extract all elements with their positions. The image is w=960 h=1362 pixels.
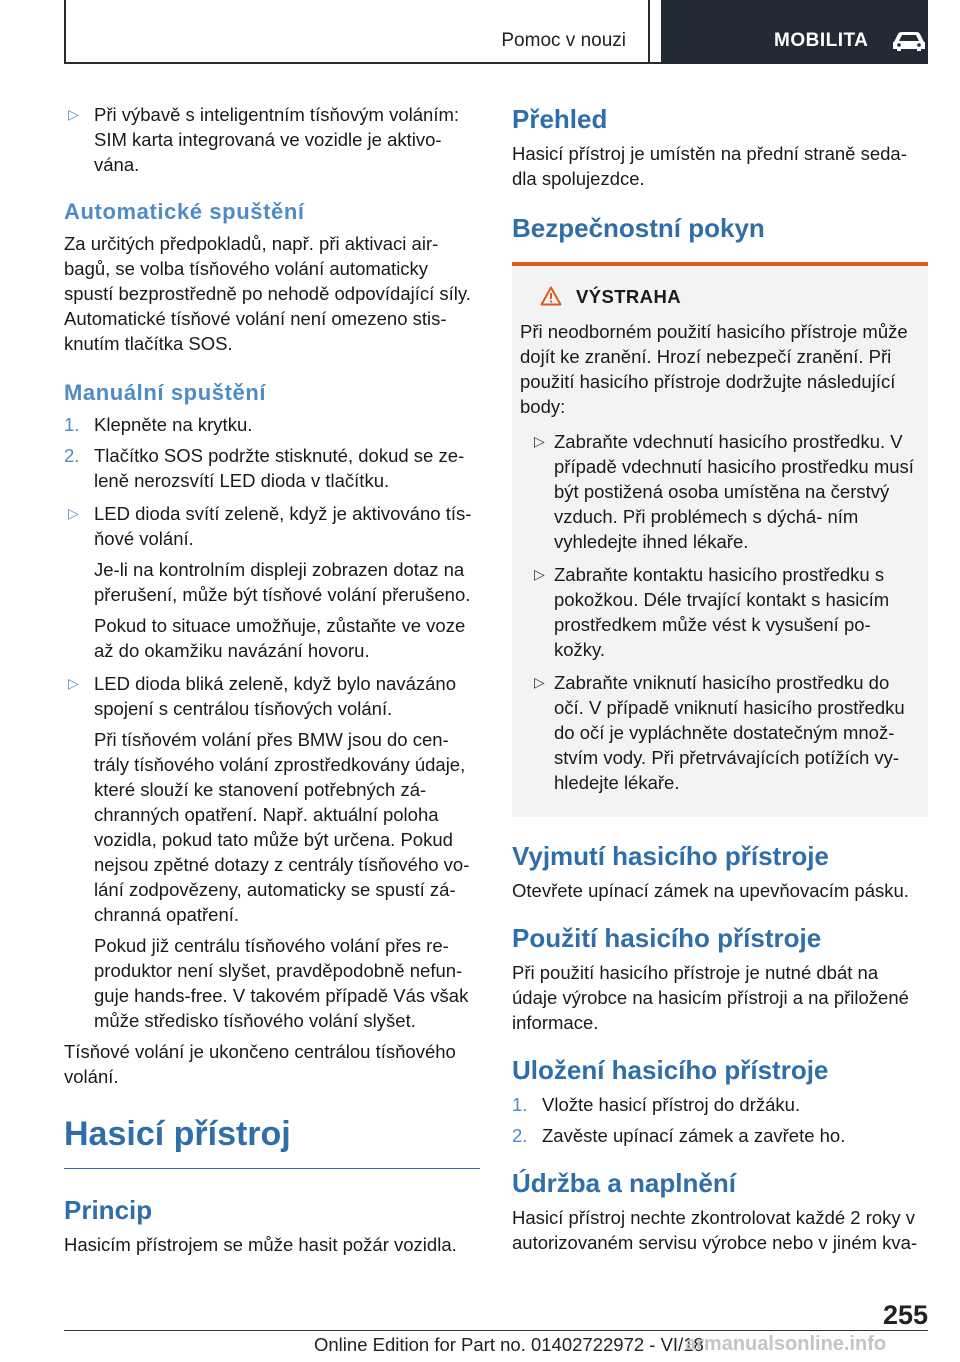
intro-bullet-text: Při výbavě s inteligentním tísňovým voláním: SIM karta integrovaná ve vozidle je aktivo‐ vána. [94, 104, 460, 175]
manual-steps-list [64, 412, 480, 493]
warning-bullet-text: Zabraňte vniknutí hasicího prostředku do očí. V případě vniknutí hasicího prostředku do očí je vypláchněte dostatečným množ‐ stvím vody. Při přetrvávajících potížích vy‐ hledejte lékaře. [554, 672, 905, 793]
list-item [64, 102, 480, 177]
remove-heading: Vyjmutí hasicího přístroje [512, 841, 829, 871]
car-icon [890, 29, 928, 53]
warning-box [512, 262, 928, 817]
list-item [520, 670, 920, 795]
warning-text: Při neodborném použití hasicího přístroje může dojít ke zranění. Hrozí nebezpečí zranění. Při použití hasicího přístroje dodržujte následující body: [520, 321, 908, 417]
step-number: 1. [64, 414, 80, 435]
led-green-note-2: Pokud to situace umožňuje, zůstaňte ve voze až do okamžiku navázání hovoru. [94, 615, 466, 661]
list-item [64, 443, 480, 493]
auto-start-heading: Automatické spuštění [64, 199, 305, 224]
step-text: Tlačítko SOS podržte stisknuté, dokud se ze‐ leně nerozsvítí LED dioda v tlačítku. [94, 445, 465, 491]
triangle-bullet-icon: ▷ [68, 675, 79, 691]
warning-triangle-icon [540, 286, 562, 311]
right-column [512, 100, 928, 1255]
header-section-title: Pomoc v nouzi [501, 30, 626, 51]
step-text: Zavěste upínací zámek a zavřete ho. [542, 1125, 846, 1146]
auto-start-text: Za určitých předpokladů, např. při aktivaci air‐ bagů, se volba tísňového volání automaticky spustí bezprostředně po nehodě odpovídající síly. Automatické tísňové volání není omezeno stis‐ knutím tlačítka SOS. [64, 233, 471, 354]
list-item [520, 429, 920, 554]
step-text: Vložte hasicí přístroj do držáku. [542, 1094, 801, 1115]
led-blink-note-1: Při tísňovém volání přes BMW jsou do cen‐ trály tísňového volání zprostředkovány údaje, které slouží ke stanovení potřebných zá‐ chranných opatření. Např. aktuální poloha vozidla, pokud tato může být určena. Pokud nejsou zpětné dotazy z centrály tísňového vo‐ lání zodpovězeny, automaticky se spustí zá‐ chranná opatření. [94, 729, 470, 925]
led-blink-text: LED dioda bliká zeleně, když bylo navázáno spojení s centrálou tísňových volání. [94, 673, 457, 719]
step-number: 1. [512, 1094, 528, 1115]
left-column [64, 100, 480, 1257]
list-item [64, 501, 480, 551]
safety-heading: Bezpečnostní pokyn [512, 213, 765, 243]
list-item [512, 1092, 928, 1117]
principle-text: Hasicím přístrojem se může hasit požár vozidla. [64, 1234, 457, 1255]
store-heading: Uložení hasicího přístroje [512, 1055, 829, 1085]
warning-bullet-text: Zabraňte vdechnutí hasicího prostředku. V případě vdechnutí hasicího prostředku musí být postižená osoba umístěna na čerstvý vzduch. Při problémech s dýchá‐ ním vyhledejte ihned lékaře. [554, 431, 914, 552]
step-text: Klepněte na krytku. [94, 414, 253, 435]
triangle-bullet-icon: ▷ [68, 106, 79, 122]
maintenance-heading: Údržba a naplnění [512, 1168, 736, 1198]
step-number: 2. [512, 1125, 528, 1146]
principle-heading: Princip [64, 1195, 153, 1225]
warning-bullet-text: Zabraňte kontaktu hasicího prostředku s pokožkou. Déle trvající kontakt s hasicím prostředkem může vést k vysušení po‐ kožky. [554, 564, 890, 660]
maintenance-text: Hasicí přístroj nechte zkontrolovat každé 2 roky v autorizovaném servisu výrobce nebo v jiném kva‐ [512, 1207, 918, 1253]
overview-heading: Přehled [512, 104, 608, 134]
step-number: 2. [64, 445, 80, 466]
store-steps-list [512, 1092, 928, 1148]
manual-start-heading: Manuální spuštění [64, 380, 267, 405]
list-item [64, 412, 480, 437]
list-item [520, 562, 920, 662]
triangle-bullet-icon: ▷ [534, 566, 545, 582]
header-chapter-block [661, 0, 928, 64]
triangle-bullet-icon: ▷ [534, 674, 545, 690]
footer-rule [64, 1330, 928, 1331]
warning-title-row [520, 286, 920, 311]
header-divider [648, 0, 650, 64]
overview-text: Hasicí přístroj je umístěn na přední straně seda‐ dla spolujezdce. [512, 143, 907, 189]
watermark: armanualsonline.info [685, 1333, 887, 1355]
list-item [64, 671, 480, 721]
led-green-text: LED dioda svítí zeleně, když je aktivováno tís‐ ňové volání. [94, 503, 472, 549]
list-item [512, 1123, 928, 1148]
use-text: Při použití hasicího přístroje je nutné dbát na údaje výrobce na hasicím přístroji a na přiložené informace. [512, 962, 909, 1033]
warning-title: VÝSTRAHA [576, 286, 681, 307]
use-heading: Použití hasicího přístroje [512, 923, 822, 953]
triangle-bullet-icon: ▷ [534, 433, 545, 449]
header-chapter-title: MOBILITA [774, 30, 869, 51]
remove-text: Otevřete upínací zámek na upevňovacím pásku. [512, 880, 909, 901]
footer-edition: Online Edition for Part no. 01402722972 - VI/18 [314, 1334, 704, 1355]
led-blink-note-2: Pokud již centrálu tísňového volání přes re‐ produktor není slyšet, pravděpodobně nefun‐ guje hands-free. V takovém případě Vás však může středisko tísňového volání slyšet. [94, 935, 469, 1031]
led-green-note-1: Je-li na kontrolním displeji zobrazen dotaz na přerušení, může být tísňové volání přerušeno. [94, 559, 471, 605]
triangle-bullet-icon: ▷ [68, 505, 79, 521]
call-end-text: Tísňové volání je ukončeno centrálou tísňového volání. [64, 1041, 456, 1087]
section-title: Hasicí přístroj [64, 1115, 291, 1153]
page-number: 255 [882, 1300, 928, 1330]
section-title-rule [64, 1168, 480, 1169]
